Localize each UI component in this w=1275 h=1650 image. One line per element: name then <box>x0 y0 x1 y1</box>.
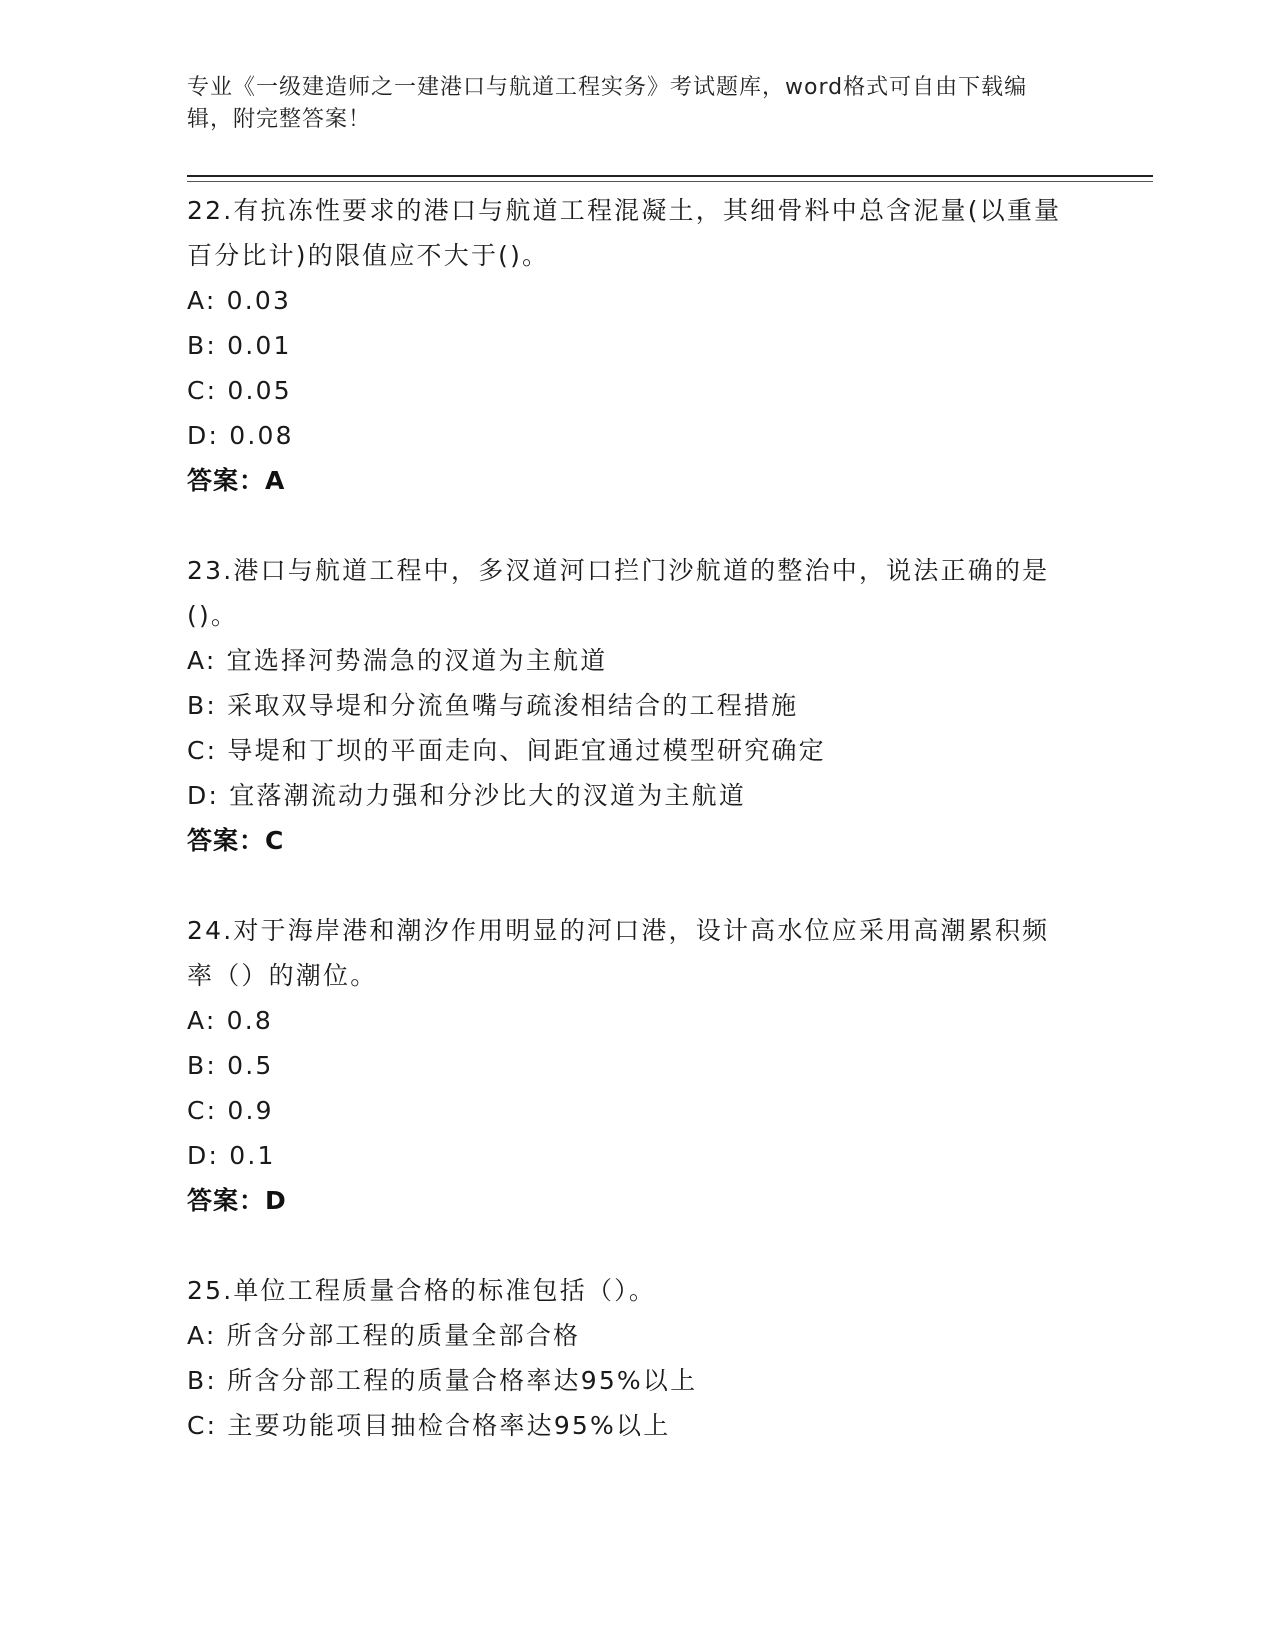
question-stem: 22.有抗冻性要求的港口与航道工程混凝土，其细骨料中总含泥量(以重量百分比计)的限值应不大于()。 <box>187 196 1062 270</box>
option-b: B: 采取双导堤和分流鱼嘴与疏浚相结合的工程措施 <box>187 691 799 720</box>
header-divider-thin <box>187 181 1153 182</box>
question-spacer <box>187 863 1087 908</box>
question-stem: 24.对于海岸港和潮汐作用明显的河口港，设计高水位应采用高潮累积频率（）的潮位。 <box>187 916 1050 990</box>
option-b: B: 0.01 <box>187 331 292 360</box>
option-d: D: 宜落潮流动力强和分沙比大的汊道为主航道 <box>187 781 747 810</box>
question-list <box>187 188 1087 1448</box>
question-25 <box>187 1268 1087 1448</box>
option-a: A: 宜选择河势湍急的汊道为主航道 <box>187 646 608 675</box>
question-22 <box>187 188 1087 503</box>
option-b: B: 所含分部工程的质量合格率达95%以上 <box>187 1366 698 1395</box>
question-stem: 23.港口与航道工程中，多汊道河口拦门沙航道的整治中，说法正确的是()。 <box>187 556 1050 630</box>
answer-label: 答案：D <box>187 1186 287 1215</box>
option-c: C: 主要功能项目抽检合格率达95%以上 <box>187 1411 671 1440</box>
option-c: C: 导堤和丁坝的平面走向、间距宜通过模型研究确定 <box>187 736 826 765</box>
option-a: A: 0.03 <box>187 286 292 315</box>
option-c: C: 0.05 <box>187 376 292 405</box>
option-a: A: 0.8 <box>187 1006 273 1035</box>
option-b: B: 0.5 <box>187 1051 274 1080</box>
question-23 <box>187 548 1087 863</box>
question-spacer <box>187 1223 1087 1268</box>
option-d: D: 0.1 <box>187 1141 276 1170</box>
option-d: D: 0.08 <box>187 421 294 450</box>
header-divider-thick <box>187 175 1153 177</box>
question-spacer <box>187 503 1087 548</box>
option-a: A: 所含分部工程的质量全部合格 <box>187 1321 581 1350</box>
answer-label: 答案：A <box>187 466 286 495</box>
question-stem: 25.单位工程质量合格的标准包括（）。 <box>187 1276 657 1305</box>
answer-label: 答案：C <box>187 826 285 855</box>
option-c: C: 0.9 <box>187 1096 274 1125</box>
document-header: 专业《一级建造师之一建港口与航道工程实务》考试题库，word格式可自由下载编辑，附完整答案！ <box>187 75 1028 132</box>
question-24 <box>187 908 1087 1223</box>
